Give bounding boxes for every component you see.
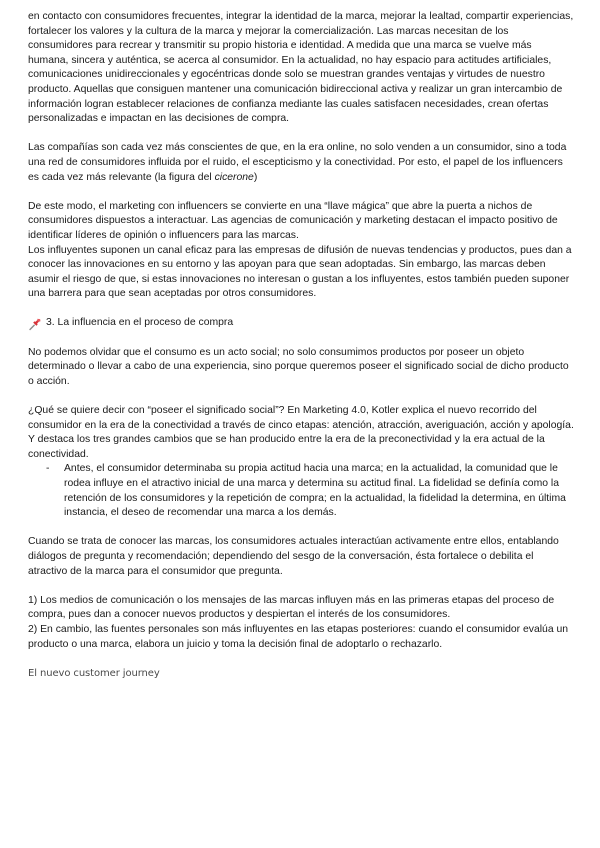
- paragraph-point-2: 2) En cambio, las fuentes personales son más influyentes en las etapas posteriores: cuando el consumidor evalúa un producto o una marca, elabora un juicio y toma la decisión final de adoptarlo o rechazarlo.: [28, 623, 569, 650]
- figure-caption: El nuevo customer journey: [28, 667, 160, 679]
- spacer: [28, 389, 574, 404]
- spacer: [28, 185, 574, 200]
- paragraph-influencers-channel: Los influyentes suponen un canal eficaz para las empresas de difusión de nuevas tendencias y productos, pues dan a conocer las innovaciones en su entorno y las apoyan para que sean adoptadas. Sin embargo, las marcas deben asumir el riesgo de que, si estas innovaciones no interesan o gustan a los influyentes, estos también pueden suponer una barrera para que sean aceptadas por otros consumidores.: [28, 244, 572, 300]
- spacer: [28, 579, 574, 594]
- pushpin-icon: [28, 317, 42, 331]
- paragraph-companies-awareness: [28, 141, 574, 185]
- spacer: [28, 521, 574, 536]
- list-item: [28, 462, 574, 520]
- paragraph-close: ): [253, 171, 258, 183]
- paragraph-marketing-40: ¿Qué se quiere decir con “poseer el significado social”? En Marketing 4.0, Kotler explica el nuevo recorrido del consumidor en la era de la conectividad a través de cinco etapas: atención, atracción, averiguación, acción y apología. Y destaca los tres grandes cambios que se han producido entre la era de la preconectividad y la era actual de la conectividad.: [28, 405, 574, 460]
- section-heading: [28, 316, 574, 331]
- paragraph-consumer-dialogue: Cuando se trata de conocer las marcas, los consumidores actuales interactúan activamente entre ellos, entablando diálogos de pregunta y recomendación; dependiendo del sesgo de la conversación, ésta fortalece o debilita el atractivo de la marca para el consumidor que pregunta.: [28, 536, 559, 577]
- spacer: [28, 652, 574, 667]
- list-item-text: Antes, el consumidor determinaba su propia actitud hacia una marca; en la actualidad, la comunidad que le rodea influye en el atractivo inicial de una marca y determina su actitud final. La fidelidad se definía como la retención de los consumidores y la repetición de compra; en la actualidad, la fidelidad la determina, en última instancia, el deseo de recomendar una marca a los demás.: [64, 463, 566, 519]
- paragraph-brand-communication: en contacto con consumidores frecuentes, integrar la identidad de la marca, mejorar la lealtad, compartir experiencias, fortalecer los valores y la cultura de la marca y mejorar la comercialización. Las marcas necesitan de los consumidores para recrear y transmitir su propio historia e identidad. A medida que una marca se vuelve más humana, sincera y auténtica, se acerca al consumidor. En la actualidad, no hay espacio para actitudes artificiales, comunicaciones unidireccionales y egocéntricas donde solo se muestran grandes ventajas y virtudes de nuestro producto. Aquellas que consiguen mantener una comunicación bidireccional activa y realizar un gran intercambio de información logran establecer relaciones de confianza mediante las cuales satisfacen necesidades, crean ofertas personalizadas e impactan en las decisiones de compra.: [28, 11, 574, 125]
- section-heading-text: 3. La influencia en el proceso de compra: [46, 317, 234, 329]
- paragraph-text: Las compañías son cada vez más conscientes de que, en la era online, no solo venden a un consumidor, sino a toda una red de consumidores influida por el ruido, el escepticismo y la conectividad. Por esto, el papel de los influencers es cada vez más relevante (la figura del: [28, 142, 567, 183]
- paragraph-social-consumption: No podemos olvidar que el consumo es un acto social; no solo consumimos productos por poseer un objeto determinado o llevar a cabo de una experiencia, sino porque queremos poseer el significado social de dicho producto o acción.: [28, 346, 569, 387]
- paragraph-magic-key: De este modo, el marketing con influencers se convierte en una “llave mágica” que abre la puerta a nichos de consumidores dispuestos a interactuar. Las agencias de comunicación y marketing destacan el impacto positivo de identificar líderes de opinión o influencers para las marcas.: [28, 200, 558, 241]
- cicerone-term: cicerone: [214, 171, 254, 183]
- bullet-list: [28, 462, 574, 520]
- document-page: [28, 10, 574, 681]
- bullet-dash: -: [46, 463, 50, 475]
- spacer: [28, 127, 574, 142]
- spacer: [28, 302, 574, 317]
- paragraph-point-1: 1) Los medios de comunicación o los mensajes de las marcas influyen más en las primeras etapas del proceso de compra, pues dan a conocer nuevos productos y despiertan el interés de los consumidores.: [28, 594, 555, 621]
- spacer: [28, 331, 574, 346]
